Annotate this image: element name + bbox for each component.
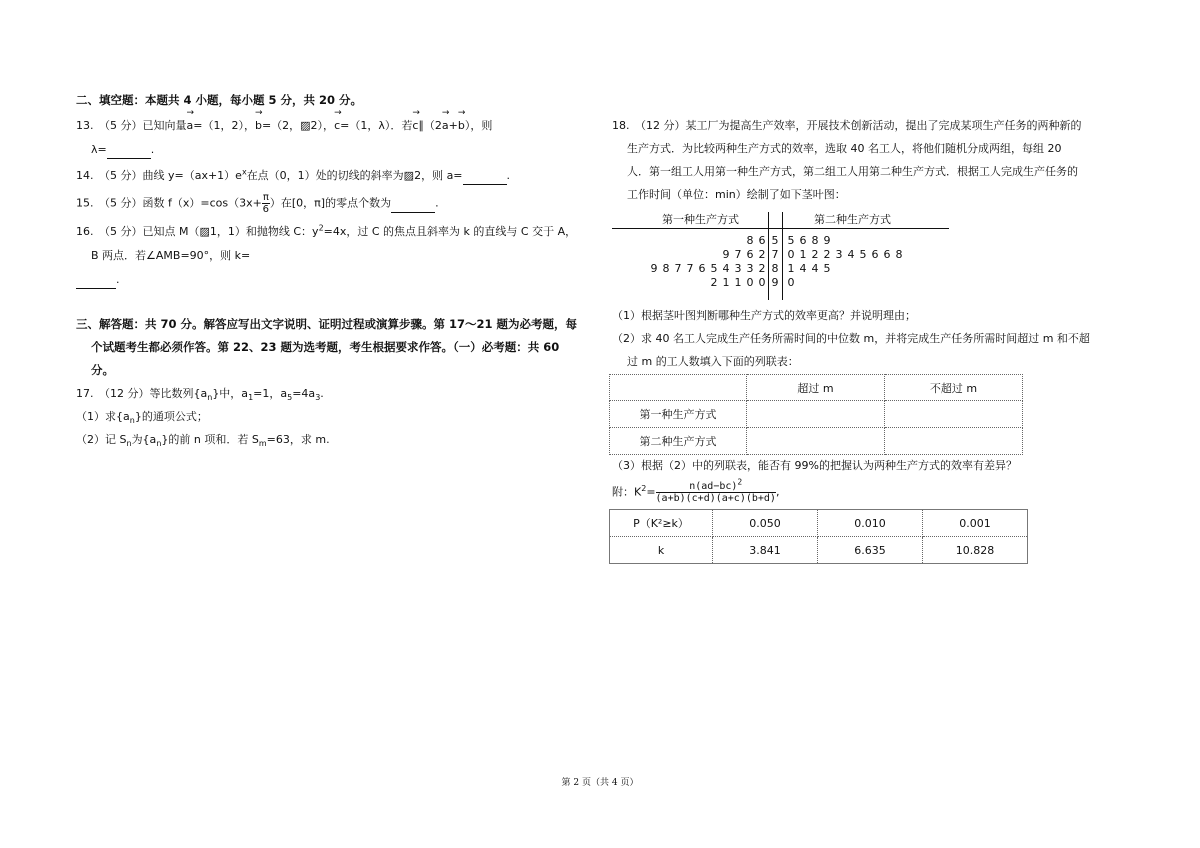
q14-text: 14. （5 分）曲线 y=（ax+1）e bbox=[76, 169, 242, 182]
q13-text: =（1，2）， bbox=[193, 119, 255, 132]
table-row-label: 第二种生产方式 bbox=[610, 428, 747, 455]
q18-part2-line2: 过 m 的工人数填入下面的列联表： bbox=[627, 355, 799, 368]
stemleaf-leaf: 1 bbox=[734, 276, 742, 289]
stemleaf-left-leaves bbox=[720, 248, 768, 262]
punctuation: , bbox=[775, 485, 780, 499]
stemleaf-leaf: 3 bbox=[835, 248, 843, 261]
stemleaf-leaf: 8 bbox=[811, 234, 819, 247]
contingency-table bbox=[609, 374, 1023, 455]
stemleaf-left-leaves bbox=[648, 262, 768, 276]
q17-text: =1，a bbox=[253, 387, 288, 400]
table-cell-input[interactable] bbox=[747, 401, 885, 428]
q18-line2: 生产方式．为比较两种生产方式的效率，选取 40 名工人，将他们随机分成两组，每组 20 bbox=[627, 142, 1062, 155]
stemleaf-leaf: 8 bbox=[746, 234, 754, 247]
answer-blank[interactable] bbox=[391, 196, 435, 213]
subscript: n bbox=[129, 416, 135, 426]
k2-fraction bbox=[655, 477, 776, 504]
stemleaf-left-leaves bbox=[744, 234, 768, 248]
stemleaf-leaf: 6 bbox=[883, 248, 891, 261]
q18-part1: （1）根据茎叶图判断哪种生产方式的效率更高？并说明理由； bbox=[612, 309, 916, 322]
question-14 bbox=[76, 166, 586, 192]
table-row bbox=[610, 510, 1028, 537]
stemleaf-leaf: 0 bbox=[787, 276, 795, 289]
stemleaf-stem bbox=[769, 262, 781, 276]
formula-equals: = bbox=[646, 485, 656, 499]
table-header-cell bbox=[610, 375, 747, 401]
subscript: n bbox=[207, 393, 213, 403]
table-header-cell: 不超过 m bbox=[884, 375, 1022, 401]
formula-label: 附：K bbox=[612, 485, 642, 499]
q13-text: ∥（2 bbox=[418, 119, 442, 132]
stemleaf-leaf: 2 bbox=[823, 248, 831, 261]
q13-lambda: λ= bbox=[91, 143, 107, 156]
stemleaf-leaf: 0 bbox=[746, 276, 754, 289]
q17-text: }中，a bbox=[212, 387, 249, 400]
q15-text: ）在[0，π]的零点个数为 bbox=[269, 196, 392, 210]
superscript: 2 bbox=[641, 483, 647, 493]
stemleaf-leaf: 1 bbox=[799, 248, 807, 261]
stemleaf-leaf: 1 bbox=[787, 262, 795, 275]
stemleaf-leaf: 8 bbox=[662, 262, 670, 275]
stemleaf-left-leaves bbox=[708, 276, 768, 290]
q18-line3: 人．第一组工人用第一种生产方式，第二组工人用第二种生产方式．根据工人完成生产任务的 bbox=[627, 165, 1078, 178]
stemleaf-leaf: 0 bbox=[758, 276, 766, 289]
stemleaf-leaf: 4 bbox=[811, 262, 819, 275]
question-17 bbox=[76, 385, 586, 409]
q17-text: （2）记 S bbox=[76, 433, 127, 446]
question-16-line2: B 两点．若∠AMB=90°，则 k= bbox=[91, 249, 251, 262]
punctuation: . bbox=[320, 387, 324, 400]
k-critical-table bbox=[609, 509, 1028, 564]
stemleaf-leaf: 6 bbox=[746, 248, 754, 261]
superscript: 2 bbox=[318, 223, 324, 233]
stemleaf-leaf: 6 bbox=[871, 248, 879, 261]
numerator: π bbox=[262, 192, 269, 203]
answer-blank[interactable] bbox=[107, 142, 151, 159]
punctuation: . bbox=[435, 196, 439, 210]
stemleaf-leaf: 9 bbox=[823, 234, 831, 247]
q13-text: =（2，▨2）， bbox=[261, 119, 335, 132]
stemleaf-leaf: 9 bbox=[722, 248, 730, 261]
superscript: 2 bbox=[737, 477, 743, 487]
table-cell: 0.001 bbox=[923, 510, 1028, 537]
punctuation: . bbox=[506, 169, 511, 182]
table-header-cell: 超过 m bbox=[747, 375, 885, 401]
table-cell-input[interactable] bbox=[884, 401, 1022, 428]
stemleaf-leaf: 7 bbox=[674, 262, 682, 275]
stemleaf-leaf: 7 bbox=[734, 248, 742, 261]
subscript: 1 bbox=[248, 393, 254, 403]
numerator-text: n(ad−bc) bbox=[689, 481, 738, 492]
q15-text: 15. （5 分）函数 f（x）=cos（3x+ bbox=[76, 196, 262, 210]
superscript: x bbox=[241, 167, 247, 177]
section2-title: 二、填空题：本题共 4 小题，每小题 5 分，共 20 分。 bbox=[76, 93, 363, 107]
table-row bbox=[610, 428, 1023, 455]
q18-parts bbox=[612, 308, 1132, 377]
stemleaf-leaf: 2 bbox=[758, 248, 766, 261]
stemleaf-leaf: 6 bbox=[799, 234, 807, 247]
stem-leaf-plot bbox=[612, 212, 952, 302]
q18-part3: （3）根据（2）中的列联表，能否有 99%的把握认为两种生产方式的效率有差异？ bbox=[612, 459, 1017, 472]
q17-text: =4a bbox=[292, 387, 316, 400]
stemleaf-leaf: 1 bbox=[722, 276, 730, 289]
table-cell: 10.828 bbox=[923, 537, 1028, 564]
stemleaf-left-heading: 第一种生产方式 bbox=[662, 213, 739, 226]
question-17-part1 bbox=[76, 409, 586, 432]
table-cell: 6.635 bbox=[818, 537, 923, 564]
subscript: 3 bbox=[315, 393, 321, 403]
question-17-part2 bbox=[76, 432, 586, 455]
stemleaf-leaf: 6 bbox=[758, 234, 766, 247]
table-cell-input[interactable] bbox=[884, 428, 1022, 455]
table-cell: P（K²≥k） bbox=[610, 510, 713, 537]
stemleaf-leaf: 6 bbox=[698, 262, 706, 275]
subscript: 5 bbox=[287, 393, 293, 403]
q13-text: + bbox=[448, 119, 458, 132]
vector-c: → c bbox=[412, 118, 418, 134]
stemleaf-leaf: 4 bbox=[722, 262, 730, 275]
stemleaf-leaf: 8 bbox=[895, 248, 903, 261]
section3-title-line1: 三、解答题：共 70 分。解答应写出文字说明、证明过程或演算步骤。第 17～21 题为必考题，每 bbox=[76, 317, 578, 331]
left-column bbox=[76, 92, 586, 455]
stemleaf-leaf: 3 bbox=[734, 262, 742, 275]
punctuation: . bbox=[150, 143, 155, 156]
table-cell: k bbox=[610, 537, 713, 564]
vector-c: → c bbox=[334, 118, 340, 134]
q13-text: 13. （5 分）已知向量 bbox=[76, 119, 187, 132]
punctuation: . bbox=[116, 273, 120, 286]
denominator: 6 bbox=[262, 204, 270, 215]
q17-text: }的前 n 项和．若 S bbox=[161, 433, 259, 446]
subscript: n bbox=[126, 439, 132, 449]
stemleaf-divider bbox=[612, 228, 949, 229]
table-cell: 0.010 bbox=[818, 510, 923, 537]
stemleaf-stem-digit: 5 bbox=[771, 234, 779, 247]
question-13-answer-line bbox=[76, 142, 586, 166]
q16-text: 16. （5 分）已知点 M（▨1，1）和抛物线 C：y bbox=[76, 225, 319, 238]
stemleaf-leaf: 7 bbox=[686, 262, 694, 275]
q17-text: 为{a bbox=[131, 433, 157, 446]
q17-text: 17. （12 分）等比数列{a bbox=[76, 387, 208, 400]
stemleaf-right-rule bbox=[782, 212, 783, 300]
stemleaf-right-leaves bbox=[785, 234, 833, 248]
page-footer: 第 2 页（共 4 页） bbox=[561, 778, 639, 788]
section3-title-line2: 个试题考生都必须作答。第 22、23 题为选考题，考生根据要求作答。（一）必考题：共 60 bbox=[91, 340, 560, 354]
stemleaf-leaf: 2 bbox=[710, 276, 718, 289]
k2-formula bbox=[612, 477, 1132, 511]
stemleaf-leaf: 4 bbox=[847, 248, 855, 261]
stemleaf-leaf: 2 bbox=[811, 248, 819, 261]
stemleaf-stem bbox=[769, 248, 781, 262]
stemleaf-right-leaves bbox=[785, 248, 905, 262]
stemleaf-leaf: 5 bbox=[710, 262, 718, 275]
q16-text: =4x，过 C 的焦点且斜率为 k 的直线与 C 交于 A， bbox=[323, 225, 577, 238]
vector-b: → b bbox=[255, 118, 262, 134]
contingency-header-row bbox=[610, 375, 1023, 401]
question-15 bbox=[76, 192, 586, 222]
stemleaf-stem bbox=[769, 276, 781, 290]
spacer bbox=[76, 296, 586, 316]
stemleaf-leaf: 0 bbox=[787, 248, 795, 261]
q18-line1: 18. （12 分）某工厂为提高生产效率，开展技术创新活动，提出了完成某项生产任务的两种新的 bbox=[612, 119, 1082, 132]
stemleaf-leaf: 9 bbox=[650, 262, 658, 275]
q18-line4: 工作时间（单位：min）绘制了如下茎叶图： bbox=[627, 188, 846, 201]
stemleaf-stem-digit: 8 bbox=[771, 262, 779, 275]
stemleaf-leaf: 2 bbox=[758, 262, 766, 275]
question-13 bbox=[76, 114, 586, 142]
stemleaf-stem-digit: 7 bbox=[771, 248, 779, 261]
table-row bbox=[610, 537, 1028, 564]
table-row bbox=[610, 401, 1023, 428]
q17-text: （1）求{a bbox=[76, 410, 130, 423]
vector-a: → a bbox=[442, 118, 449, 134]
q17-text: }的通项公式； bbox=[134, 410, 208, 423]
stemleaf-right-leaves bbox=[785, 276, 797, 290]
subscript: n bbox=[156, 439, 162, 449]
question-16-answer-line bbox=[76, 272, 586, 296]
right-column bbox=[612, 118, 1132, 210]
q17-text: =63，求 m. bbox=[266, 433, 330, 446]
stemleaf-stem-digit: 9 bbox=[771, 276, 779, 289]
table-row-label: 第一种生产方式 bbox=[610, 401, 747, 428]
section3-title-line3: 分。 bbox=[91, 363, 114, 377]
q14-text: 在点（0，1）处的切线的斜率为▨2，则 a= bbox=[246, 169, 463, 182]
stemleaf-right-leaves bbox=[785, 262, 833, 276]
stemleaf-leaf: 5 bbox=[787, 234, 795, 247]
question-16 bbox=[76, 222, 586, 248]
stemleaf-stem bbox=[769, 234, 781, 248]
q13-text: =（1，λ）．若 bbox=[340, 119, 413, 132]
stemleaf-leaf: 5 bbox=[823, 262, 831, 275]
subscript: m bbox=[258, 439, 267, 449]
stemleaf-right-heading: 第二种生产方式 bbox=[814, 213, 891, 226]
vector-a: → a bbox=[187, 118, 194, 134]
fraction-pi-over-6 bbox=[262, 192, 270, 215]
table-cell: 3.841 bbox=[713, 537, 818, 564]
numerator bbox=[656, 477, 776, 493]
table-cell: 0.050 bbox=[713, 510, 818, 537]
table-cell-input[interactable] bbox=[747, 428, 885, 455]
q18-part2-line1: （2）求 40 名工人完成生产任务所需时间的中位数 m，并将完成生产任务所需时间超过 m 和不超 bbox=[612, 332, 1090, 345]
vector-b: → b bbox=[458, 118, 465, 134]
q18-part3-block bbox=[612, 458, 1132, 511]
stemleaf-leaf: 5 bbox=[859, 248, 867, 261]
stemleaf-leaf: 3 bbox=[746, 262, 754, 275]
answer-blank[interactable] bbox=[76, 272, 116, 289]
stemleaf-leaf: 4 bbox=[799, 262, 807, 275]
q13-text: ），则 bbox=[464, 119, 493, 132]
denominator: (a+b)(c+d)(a+c)(b+d) bbox=[655, 493, 776, 504]
answer-blank[interactable] bbox=[463, 168, 507, 185]
